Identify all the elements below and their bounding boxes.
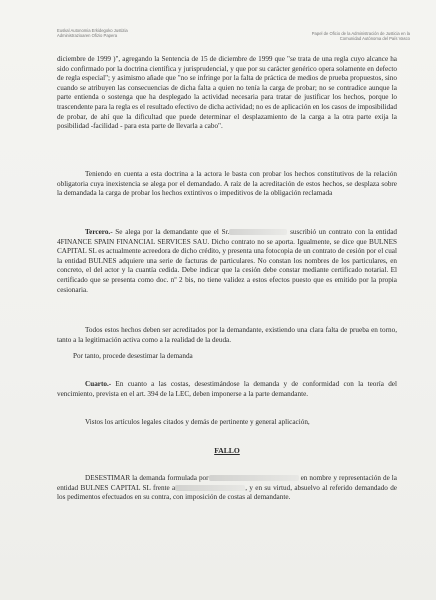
fallo-title: FALLO [214,446,240,455]
dismiss-text: Por tanto, procede desestimar la demanda [73,352,193,360]
paragraph-burden-of-proof [57,170,397,199]
tercero-heading: Tercero.- [85,228,113,236]
redacted-plaintiff [209,475,299,481]
redacted-defendant [175,485,245,491]
header-left [57,28,177,38]
header-right [260,31,410,41]
vistos-text: Vistos los artículos legales citados y demás de pertinente y general aplicación, [85,418,310,426]
paragraph-cuarto [57,380,397,399]
tercero-text-b: suscribió un contrato con la entidad 4FINANCE SPAIN FINANCIAL SERVICES SAU. Dicho contrato no se aporta. Igualmente, se dice que BULNES CAPITAL SL es actualmente acreedora de dicho crédito, y presenta una fotocopia de un contrato de cesión por el cual la entidad BULNES adquiere una serie de facturas de particulares. No constan los nombres de los particulares, en concreto, el del actor y la cuantía cedida. Debe indicar que la cesión debe constar mediante certificado notarial. El certificado que se presenta como doc. nº 2 bis, no tiene validez a estos efectos puesto que es emitido por la propia cesionaria. [57,228,397,294]
paragraph-dismiss [57,352,397,362]
cuarto-heading: Cuarto.- [85,380,112,388]
paragraph-doctrine: diciembre de 1999 )", agregando la Sentencia de 15 de diciembre de 1999 que "se trata de una regla cuyo alcance ha sido confirmado por la doctrina científica y jurisprudencial, y que por su carácter genérico opera solamente en defecto de regla especial"; y asimismo añade que "no se infringe por la falta de práctica de medios de prueba propuestos, sino cuando se atribuyen las consecuencias de dicha falta a quien no tenía la carga de probar; no se contradice aunque la parte entienda o sostenga que ha desplegado la actividad necesaria para tratar de justificar los hechos, porque lo trascendente para la regla es el resultado efectivo de dicha actividad; no es de aplicación en los casos de imposibilidad de probar, de ahí que la dificultad que puede determinar el desplazamiento de la carga a la otra parte exija la posibilidad -facilidad - para esta parte de llevarla a cabo". [57,55,397,131]
paragraph-burden-text: Teniendo en cuenta a esta doctrina a la actora le basta con probar los hechos constitutivos de la relación obligatoria cuya inexistencia se alega por el demandado. A raíz de la acreditación de estos hechos, se desplaza sobre la demandada la carga de probar los hechos extintivos o impeditivos de la obligación reclamada [57,170,397,198]
paragraph-facts [57,326,397,345]
paragraph-fallo [57,474,397,503]
tercero-text-a: Se alega por la demandante que el Sr. [112,228,230,236]
fallo-text-c: , y en su virtud, absuelvo al referido demandado de los pedimentos efectuados en su contra, con imposición de costas al demandante. [57,483,397,502]
header-right-line2: Comunidad Autónoma del País Vasco [339,36,410,42]
facts-text: Todos estos hechos deben ser acreditados por la demandante, existiendo una clara falta de prueba en torno, tanto a la legitimación activa como a la realidad de la deuda. [57,326,397,344]
redacted-name [229,229,287,235]
paragraph-tercero [57,228,397,295]
fallo-text-b: en nombre y representación de la entidad BULNES CAPITAL SL frente a [57,474,397,492]
header-right-line1: Papel de Oficio de la Administración de Justicia en la [311,31,410,36]
cuarto-text: En cuanto a las costas, desestimándose la demanda y de conformidad con la teoría del vencimiento, prevista en el art. 394 de la LEC, deben imponerse a la parte demandante. [57,380,397,398]
header-left-line1: Euskal Autonomia Erkidegoko Justizia [57,28,128,33]
header-left-line2: Administrazioaren Ofizio Papera [57,33,118,39]
fallo-text-a: DESESTIMAR la demanda formulada por [85,474,209,482]
paragraph-vistos [57,418,397,428]
